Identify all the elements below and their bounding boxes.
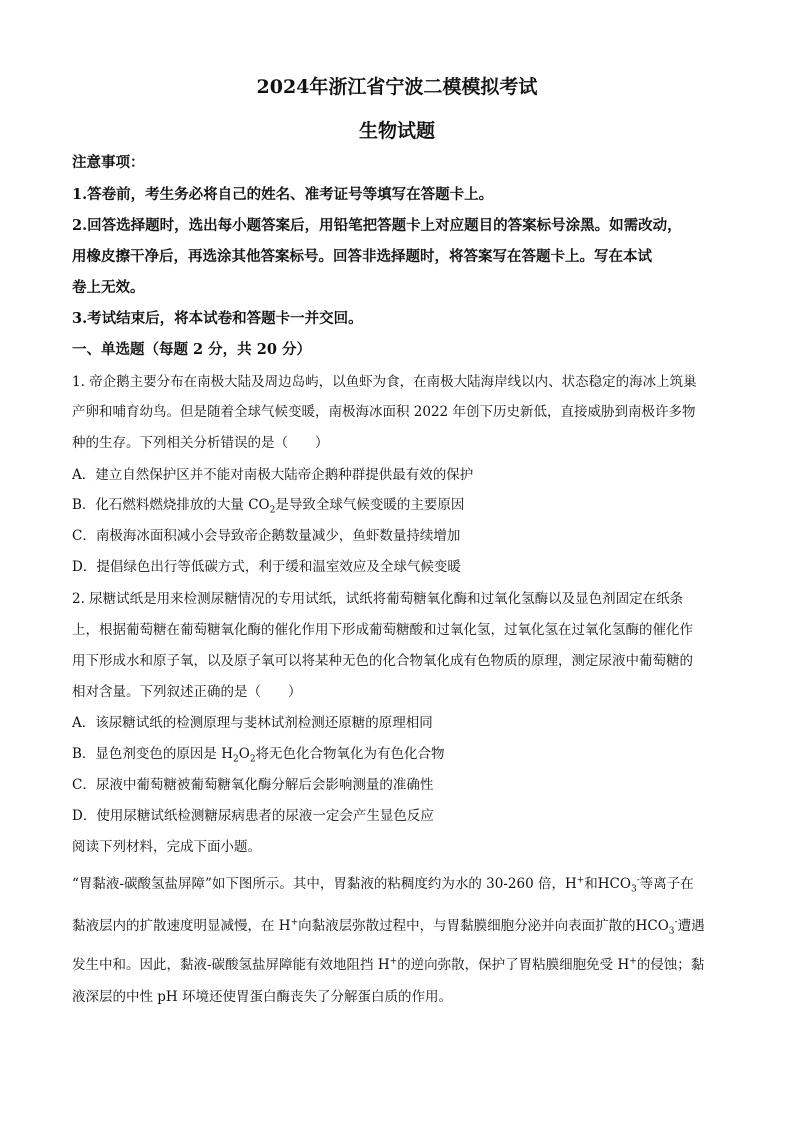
q2-option-a: A．该尿糖试纸的检测原理与斐林试剂检测还原糖的原理相同	[72, 715, 433, 731]
q1-stem-line-3: 种的生存。下列相关分析错误的是（ ）	[72, 435, 329, 451]
page-title: 2024年浙江省宁波二模模拟考试	[256, 76, 538, 98]
material-line-1: “胃黏液-碳酸氢盐屏障”如下图所示。其中，胃黏液的粘稠度约为水的 30-260 倍，H+和$HCO_3^-$等离子在	[72, 875, 694, 895]
q2-stem-line-3: 用下形成水和原子氧，以及原子氧可以将某种无色的化合物氧化成有色物质的原理，测定尿液中葡萄糖的	[72, 653, 693, 669]
q1-option-b: B．化石燃料燃烧排放的大量 $CO_2$是导致全球气候变暖的主要原因	[72, 497, 465, 516]
notice-item-2-line-3: 卷上无效。	[72, 279, 145, 296]
q2-option-d: D．使用尿糖试纸检测糖尿病患者的尿液一定会产生显色反应	[72, 808, 434, 824]
q1-option-d: D．提倡绿色出行等低碳方式，利于缓和温室效应及全球气候变暖	[72, 559, 461, 575]
q1-option-c: C．南极海冰面积减小会导致帝企鹅数量减少，鱼虾数量持续增加	[72, 528, 461, 544]
q1-option-a: A．建立自然保护区并不能对南极大陆帝企鹅种群提供最有效的保护	[72, 467, 474, 483]
q1-stem-line-1: 1. 帝企鹅主要分布在南极大陆及周边岛屿，以鱼虾为食，在南极大陆海岸线以内、状态稳定的海冰上筑巢	[72, 374, 697, 390]
q2-option-c: C．尿液中葡萄糖被葡萄糖氧化酶分解后会影响测量的准确性	[72, 777, 434, 793]
notice-item-2-line-1: 2.回答选择题时，选出每小题答案后，用铅笔把答题卡上对应题目的答案标号涂黑。如需改动，	[72, 217, 682, 234]
q2-stem-line-2: 上，根据葡萄糖在葡萄糖氧化酶的催化作用下形成葡萄糖酸和过氧化氢，过氧化氢在过氧化氢酶的催化作	[72, 622, 693, 638]
material-line-3: 发生中和。因此，黏液-碳酸氢盐屏障能有效地阻挡 H+的逆向弥散，保护了胃粘膜细胞免受 H+的侵蚀；黏	[72, 956, 705, 973]
material-line-4: 液深层的中性 pH 环境还使胃蛋白酶丧失了分解蛋白质的作用。	[72, 989, 452, 1005]
q2-option-b: B．显色剂变色的原因是 $H_2O_2$将无色化合物氧化为有色化合物	[72, 746, 445, 765]
q1-stem-line-2: 产卵和哺育幼鸟。但是随着全球气候变暖，南极海冰面积 2022 年创下历史新低，直接威胁到南极许多物	[72, 404, 696, 420]
notice-heading: 注意事项：	[72, 154, 145, 171]
material-line-2: 黏液层内的扩散速度明显减慢，在 H+向黏液层弥散过程中，与胃黏膜细胞分泌并向表面扩散的$HCO_3^-$遭遇	[72, 917, 705, 937]
q2-stem-line-4: 相对含量。下列叙述正确的是（ ）	[72, 684, 302, 700]
page-subtitle: 生物试题	[358, 120, 435, 142]
notice-item-3: 3.考试结束后，将本试卷和答题卡一并交回。	[72, 310, 363, 327]
q2-stem-line-1: 2. 尿糖试纸是用来检测尿糖情况的专用试纸，试纸将葡萄糖氧化酶和过氧化氢酶以及显色剂固定在纸条	[72, 591, 684, 607]
notice-item-1: 1.答卷前，考生务必将自己的姓名、准考证号等填写在答题卡上。	[72, 186, 494, 203]
section-heading: 一、单选题（每题 2 分，共 20 分）	[72, 341, 311, 358]
material-intro: 阅读下列材料，完成下面小题。	[72, 839, 261, 855]
notice-item-2-line-2: 用橡皮擦干净后，再选涂其他答案标号。回答非选择题时，将答案写在答题卡上。写在本试	[72, 248, 652, 265]
